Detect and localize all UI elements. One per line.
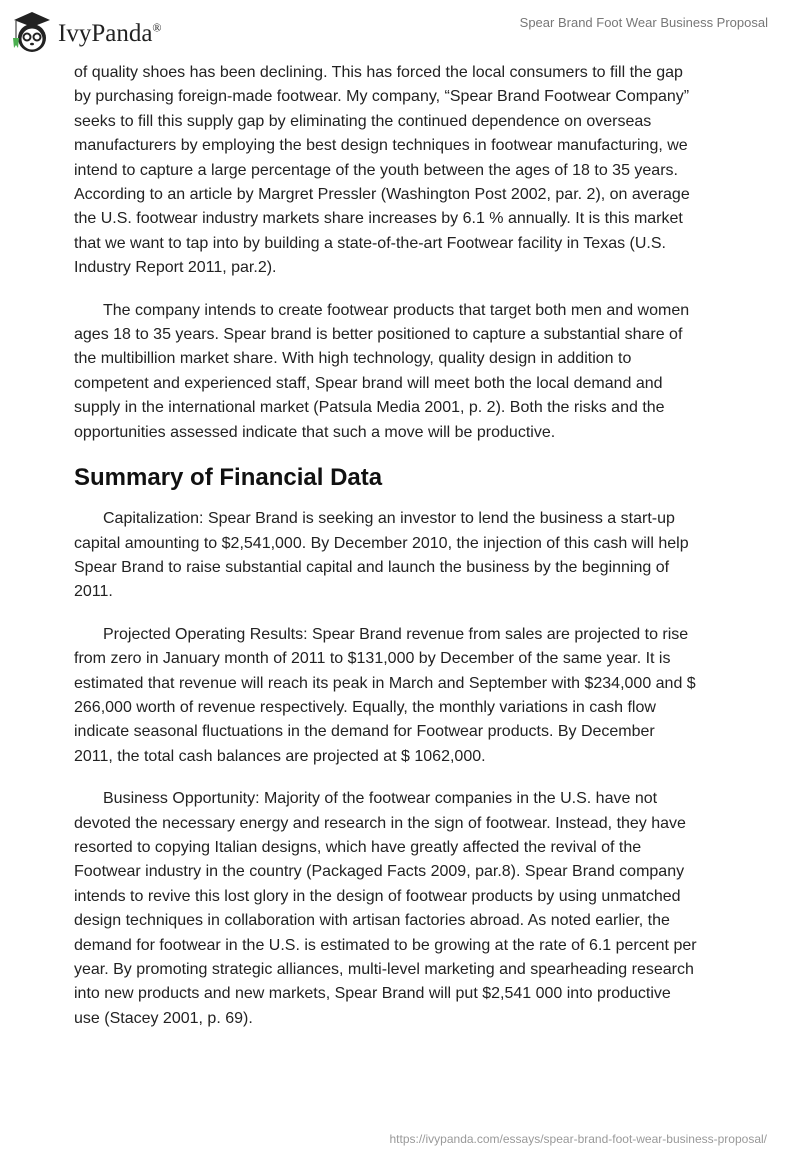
- text-line: intends to revive this lost glory in the design of footwear products by using unmatched: [74, 887, 681, 905]
- text-line: Spear Brand to raise substantial capital and launch the business by the beginning of: [74, 558, 670, 576]
- text-line: by purchasing foreign-made footwear. My company, “Spear Brand Footwear Company”: [74, 88, 690, 106]
- text-line: 266,000 worth of revenue respectively. Equally, the monthly variations in cash flow: [74, 698, 656, 716]
- ivypanda-logo[interactable]: [12, 8, 162, 54]
- text-line: of quality shoes has been declining. This has forced the local consumers to fill the gap: [74, 64, 683, 81]
- text-line: estimated that revenue will reach its peak in March and September with $234,000 and $: [74, 674, 696, 692]
- essay-content: [74, 61, 764, 1049]
- text-line: into new products and new markets, Spear Brand will put $2,541 000 into productive: [74, 985, 671, 1003]
- text-line: manufacturers by employing the best design techniques in footwear manufacturing, we: [74, 137, 688, 155]
- text-line: Industry Report 2011, par.2).: [74, 259, 277, 277]
- paragraph: [74, 61, 764, 281]
- text-line: seeks to fill this supply gap by eliminating the continued dependence on overseas: [74, 112, 652, 130]
- text-line: ages 18 to 35 years. Spear brand is better positioned to capture a substantial share of: [74, 326, 683, 344]
- paragraph: [74, 623, 764, 769]
- text-line: intend to capture a large percentage of the youth between the ages of 18 to 35 years.: [74, 161, 678, 179]
- text-line: use (Stacey 2001, p. 69).: [74, 1009, 253, 1027]
- text-line: Footwear industry in the country (Packaged Facts 2009, par.8). Spear Brand company: [74, 863, 685, 881]
- text-line: Business Opportunity: Majority of the footwear companies in the U.S. have not: [103, 790, 658, 808]
- document-title: Spear Brand Foot Wear Business Proposal: [519, 15, 768, 30]
- text-line: competent and experienced staff, Spear brand will meet both the local demand and: [74, 374, 663, 392]
- text-line: Capitalization: Spear Brand is seeking an investor to lend the business a start-up: [103, 510, 675, 528]
- section-heading: Summary of Financial Data: [74, 464, 383, 492]
- text-line: the U.S. footwear industry markets share increases by 6.1 % annually. It is this market: [74, 210, 683, 228]
- paragraph: [74, 507, 764, 605]
- text-line: from zero in January month of 2011 to $131,000 by December of the same year. It is: [74, 650, 671, 668]
- text-line: resorted to copying Italian designs, which have greatly affected the revival of the: [74, 838, 642, 856]
- text-line: demand for footwear in the U.S. is estimated to be growing at the rate of 6.1 percent per: [74, 936, 697, 954]
- text-line: year. By promoting strategic alliances, multi-level marketing and spearheading research: [74, 961, 694, 978]
- text-line: that we want to tap into by building a state-of-the-art Footwear facility in Texas (U.S.: [74, 234, 666, 252]
- text-line: 2011.: [74, 583, 113, 601]
- text-line: opportunities assessed indicate that such a move will be productive.: [74, 423, 556, 441]
- text-line: supply in the international market (Patsula Media 2001, p. 2). Both the risks and the: [74, 399, 665, 417]
- logo-text: IvyPanda®: [58, 20, 162, 47]
- paragraph: [74, 299, 764, 445]
- text-line: 2011, the total cash balances are projected at $ 1062,000.: [74, 747, 486, 765]
- text-line: devoted the necessary energy and research in the sign of footwear. Instead, they have: [74, 814, 686, 832]
- text-line: According to an article by Margret Pressler (Washington Post 2002, par. 2), on average: [74, 186, 690, 204]
- text-line: design techniques in collaboration with artisan factories abroad. As noted earlier, the: [74, 912, 670, 930]
- text-line: indicate seasonal fluctuations in the demand for Footwear products. By December: [74, 723, 655, 741]
- text-line: Projected Operating Results: Spear Brand revenue from sales are projected to rise: [103, 625, 689, 643]
- paragraph: [74, 787, 764, 1031]
- text-line: the multibillion market share. With high technology, quality design in addition to: [74, 350, 632, 368]
- panda-graduate-icon: [12, 8, 52, 54]
- source-url[interactable]: https://ivypanda.com/essays/spear-brand-foot-wear-business-proposal/: [389, 1132, 767, 1146]
- text-line: capital amounting to $2,541,000. By December 2010, the injection of this cash will help: [74, 534, 689, 552]
- text-line: The company intends to create footwear products that target both men and women: [103, 301, 690, 319]
